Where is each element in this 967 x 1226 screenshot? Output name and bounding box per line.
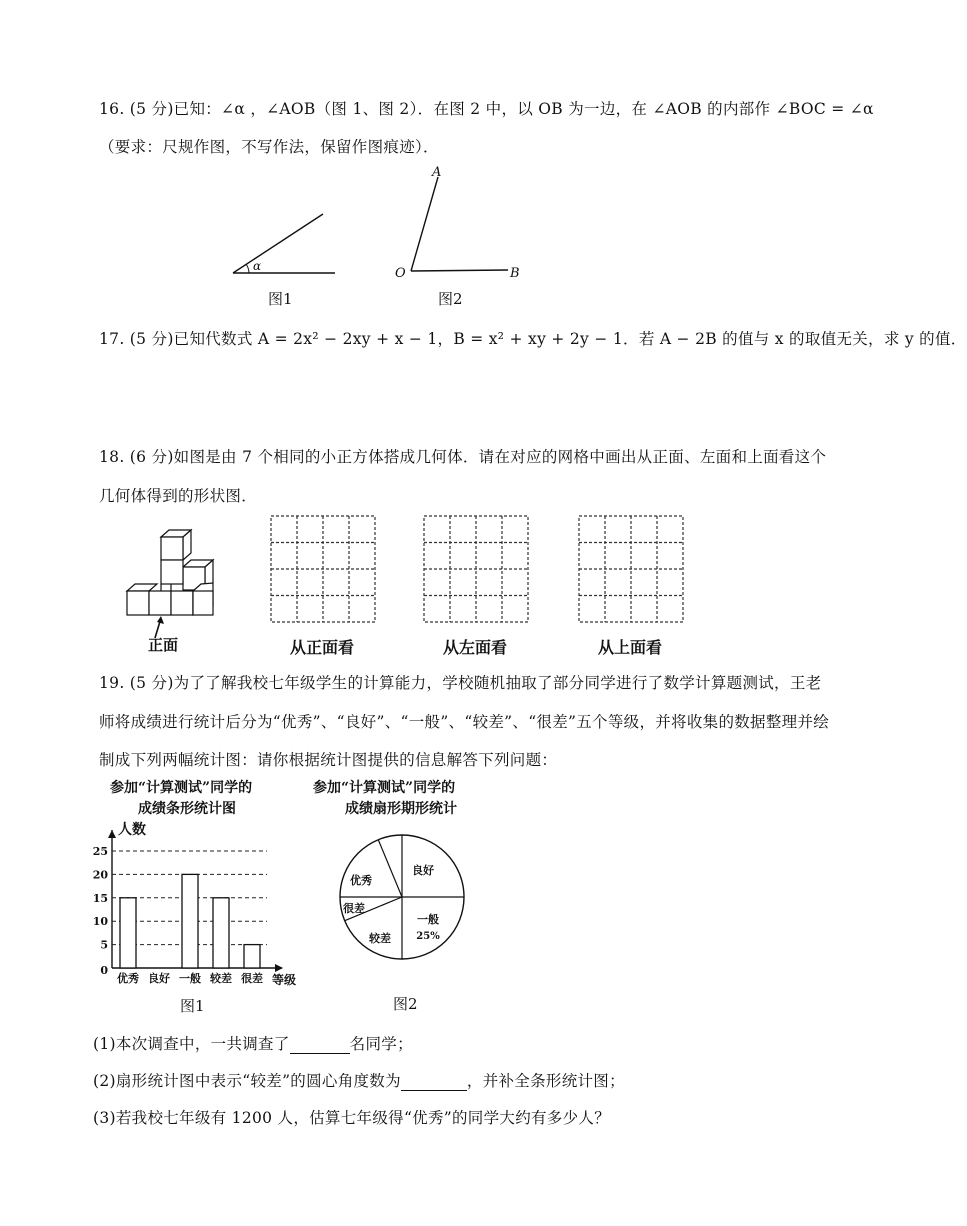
q18-line2: 几何体得到的形状图． <box>99 487 258 505</box>
fig2-label-B: B <box>510 266 520 281</box>
q19-sub2-a: (2)扇形统计图中表示“较差”的圆心角度数为 <box>93 1072 401 1090</box>
q17-text: 17. (5 分)已知代数式 A = 2x² − 2xy + x − 1，B = x² + xy + 2y − 1．若 A − 2B 的值与 x 的取值无关，求 y 的值． <box>99 330 967 348</box>
bar-x-arrow <box>275 964 283 972</box>
q19-sub1-a: (1)本次调查中，一共调查了 <box>93 1035 290 1053</box>
grid-front <box>270 515 376 623</box>
grid-left <box>423 515 529 623</box>
bar-chart <box>90 818 315 993</box>
pie-label-yiban-pct: 25% <box>416 931 440 942</box>
q19-sub3: (3)若我校七年级有 1200 人，估算七年级得“优秀”的同学大约有多少人？ <box>93 1109 611 1127</box>
q16-line1: 16. (5 分)已知：∠α ，∠AOB（图 1、图 2）．在图 2 中，以 OB 为一边，在 ∠AOB 的内部作 ∠BOC = ∠α <box>99 100 874 118</box>
fig1-caption: 图1 <box>268 290 293 308</box>
bar-category-label: 优秀 <box>117 972 139 985</box>
grid-label-front: 从正面看 <box>290 638 355 657</box>
bar-ytick-label: 15 <box>92 891 108 905</box>
bar-fig-caption: 图1 <box>180 997 205 1015</box>
bar-较差 <box>213 898 229 968</box>
bar-一般 <box>182 874 198 968</box>
grid-label-left: 从左面看 <box>443 638 508 657</box>
bar-category-label: 较差 <box>210 972 232 985</box>
pie-label-hencha: 很差 <box>343 902 365 915</box>
fig1-alpha-label: α <box>253 259 262 273</box>
q18-line1: 18. (6 分)如图是由 7 个相同的小正方体搭成几何体．请在对应的网格中画出从正面、左面和上面看这个 <box>99 448 827 466</box>
fig2-ray-OB <box>411 270 508 271</box>
pie-title-2: 成绩扇形期形统计 <box>345 801 457 817</box>
front-label: 正面 <box>148 636 179 654</box>
grid-top <box>578 515 684 623</box>
bar-category-label: 一般 <box>179 972 201 985</box>
q19-sub2 <box>93 1069 625 1091</box>
cube-stack <box>115 520 225 645</box>
bar-ytick-label: 0 <box>100 964 108 977</box>
answer-blank-1[interactable] <box>290 1037 350 1054</box>
pie-label-yiban: 一般 <box>417 913 439 926</box>
bar-ytick-label: 20 <box>92 868 108 882</box>
fig2-label-A: A <box>432 165 442 180</box>
pie-label-lianghao: 良好 <box>412 864 434 877</box>
bar-ytick-label: 25 <box>92 845 108 858</box>
q19-sub1-b: 名同学； <box>349 1035 413 1053</box>
bar-title-2: 成绩条形统计图 <box>138 801 236 817</box>
q19-line2: 师将成绩进行统计后分为“优秀”、“良好”、“一般”、“较差”、“很差”五个等级，并将收集的数据整理并绘 <box>99 713 830 731</box>
bar-title-1: 参加“计算测试”同学的 <box>110 780 253 796</box>
bar-category-label: 良好 <box>148 972 170 985</box>
bar-优秀 <box>120 898 136 968</box>
grid-label-top: 从上面看 <box>598 638 663 657</box>
bar-ytick-label: 10 <box>92 915 108 929</box>
q19-line3: 制成下列两幅统计图：请你根据统计图提供的信息解答下列问题： <box>99 751 558 769</box>
pie-label-youxiu: 优秀 <box>350 874 372 887</box>
bar-xlabel: 等级 <box>272 973 297 987</box>
fig2-ray-OA <box>411 177 438 271</box>
q19-sub1 <box>93 1032 413 1054</box>
pie-title-1: 参加“计算测试”同学的 <box>313 780 456 796</box>
pie-fig-caption: 图2 <box>393 995 418 1013</box>
answer-blank-2[interactable] <box>401 1074 467 1091</box>
bar-ytick-label: 5 <box>100 938 108 952</box>
q19-line1: 19. (5 分)为了了解我校七年级学生的计算能力，学校随机抽取了部分同学进行了数学计算题测试，王老 <box>99 674 822 692</box>
pie-chart <box>335 825 470 975</box>
q16-line2: （要求：尺规作图，不写作法，保留作图痕迹）． <box>99 138 439 156</box>
bar-很差 <box>244 945 260 968</box>
bar-category-label: 很差 <box>241 972 263 985</box>
fig2-label-O: O <box>395 266 406 281</box>
q19-sub2-b: ，并补全条形统计图； <box>466 1072 625 1090</box>
fig1-arc <box>246 264 249 273</box>
bar-ylabel: 人数 <box>118 822 146 838</box>
pie-label-jiaocha: 较差 <box>369 932 391 945</box>
fig2-caption: 图2 <box>438 290 463 308</box>
bar-y-arrow <box>108 830 116 838</box>
